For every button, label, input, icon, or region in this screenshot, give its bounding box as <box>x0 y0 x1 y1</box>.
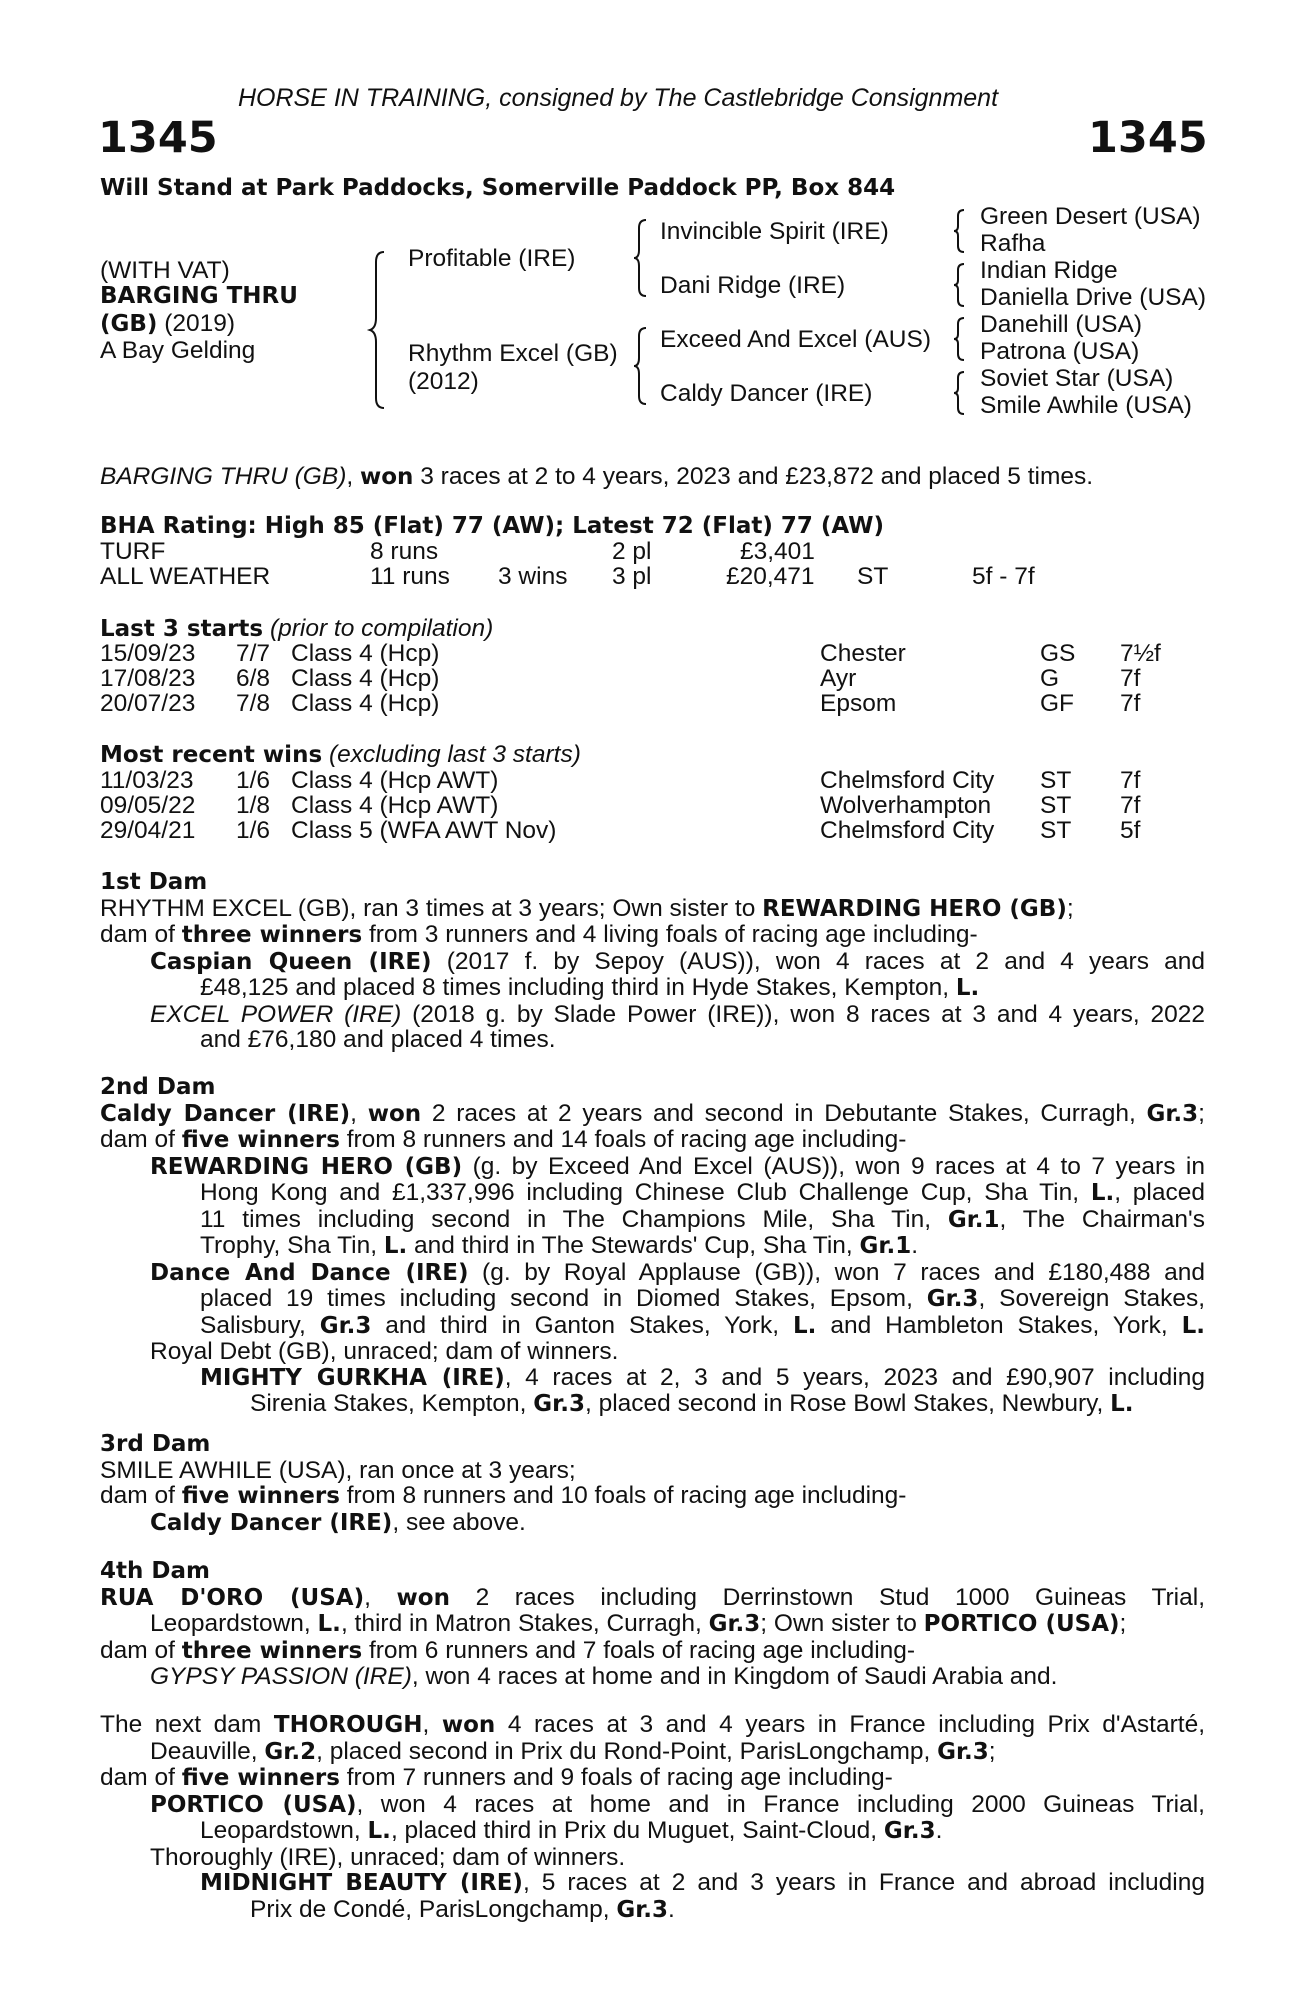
start-date: 20/07/23 <box>100 690 196 717</box>
stand-location: Will Stand at Park Paddocks, Somerville Paddock PP, Box 844 <box>100 175 896 201</box>
win-distance: 5f <box>1120 817 1141 844</box>
summary-horse-name: BARGING THRU (GB) <box>100 463 347 490</box>
pedigree-sire: Profitable (IRE) <box>408 245 576 272</box>
pedigree-dam-dam: Caldy Dancer (IRE) <box>660 380 873 407</box>
win-class: Class 4 (Hcp AWT) <box>291 792 499 819</box>
pedigree-brace-sire <box>634 218 650 298</box>
pedigree-brace-dam <box>634 326 650 406</box>
second-dam-section: 2nd Dam Caldy Dancer (IRE), won 2 races at 2 years and second in Debutante Stakes, Curragh, Gr.3; dam of five winners from 8 runners and 14 foals of racing age including- REWARDING HERO (GB) (g. by Exceed And Excel (AUS)), won 9 races at 4 to 7 years in Hong Kong and £1,337,996 including Chinese Club Challenge Cup, Sha Tin, L., placed 11 times including second in The Champions Mile, Sha Tin, Gr.1, The Chairman's Trophy, Sha Tin, L. and third in The Stewards' Cup, Sha Tin, Gr.1. Dance And Dance (IRE) (g. by Royal Applause (GB)), won 7 races and £180,488 and placed 19 times including second in Diomed Stakes, Epsom, Gr.3, Sovereign Stakes, Salisbury, Gr.3 and third in Ganton Stakes, York, L. and Hambleton Stakes, York, L. Royal Debt (GB), unraced; dam of winners. MIGHTY GURKHA (IRE), 4 races at 2, 3 and 5 years, 2023 and £90,907 including Sirenia Stakes, Kempton, Gr.3, placed second in Rose Bowl Stakes, Newbury, L. <box>100 1074 1206 1417</box>
start-distance: 7f <box>1120 690 1141 717</box>
pedigree-sire-sire: Invincible Spirit (IRE) <box>660 218 889 245</box>
last3-heading-line <box>100 616 493 643</box>
start-going: G <box>1040 665 1060 692</box>
pedigree-dsd: Patrona (USA) <box>980 338 1140 365</box>
rating-distance: 5f - 7f <box>972 563 1035 590</box>
win-distance: 7f <box>1120 767 1141 794</box>
consignment-line: HORSE IN TRAINING, consigned by The Castlebridge Consignment <box>238 84 999 112</box>
horse-country-year <box>100 311 235 338</box>
rating-surface: ALL WEATHER <box>100 563 271 590</box>
last3-heading: Last 3 starts <box>100 616 264 642</box>
win-going: ST <box>1040 792 1072 819</box>
win-course: Chelmsford City <box>820 767 995 794</box>
second-dam-heading: 2nd Dam <box>100 1074 216 1100</box>
first-dam-heading: 1st Dam <box>100 869 208 895</box>
recent-heading-line <box>100 742 581 769</box>
pedigree-brace-sd <box>954 262 968 308</box>
pedigree-dds: Soviet Star (USA) <box>980 365 1174 392</box>
win-course: Chelmsford City <box>820 817 995 844</box>
win-position: 1/8 <box>236 792 271 819</box>
rating-placed: 2 pl <box>612 538 652 565</box>
win-going: ST <box>1040 817 1072 844</box>
lot-number-right: 1345 <box>1088 113 1208 163</box>
rating-runs: 11 runs <box>370 563 450 590</box>
win-date: 11/03/23 <box>100 767 194 794</box>
start-class: Class 4 (Hcp) <box>291 665 440 692</box>
win-distance: 7f <box>1120 792 1141 819</box>
win-date: 29/04/21 <box>100 817 196 844</box>
horse-name: BARGING THRU <box>100 283 298 309</box>
pedigree-sss: Green Desert (USA) <box>980 203 1201 230</box>
start-date: 17/08/23 <box>100 665 196 692</box>
pedigree-dss: Danehill (USA) <box>980 311 1143 338</box>
win-position: 1/6 <box>236 767 271 794</box>
start-distance: 7f <box>1120 665 1141 692</box>
fourth-dam-section: 4th Dam RUA D'ORO (USA), won 2 races including Derrinstown Stud 1000 Guineas Trial, Leopardstown, L., third in Matron Stakes, Curragh, Gr.3; Own sister to PORTICO (USA); dam of three winners from 6 runners and 7 foals of racing age including- GYPSY PASSION (IRE), won 4 races at home and in Kingdom of Saudi Arabia and. <box>100 1558 1205 1690</box>
pedigree-sire-dam: Dani Ridge (IRE) <box>660 272 846 299</box>
offspring-line: Caspian Queen (IRE) (2017 f. by Sepoy (AUS)), won 4 races at 2 and 4 years and <box>150 947 1205 975</box>
rating-going: ST <box>857 563 889 590</box>
pedigree-ssd: Rafha <box>980 230 1046 257</box>
win-position: 1/6 <box>236 817 271 844</box>
rating-prize: £3,401 <box>740 538 815 565</box>
first-dam-section: 1st Dam RHYTHM EXCEL (GB), ran 3 times at 3 years; Own sister to REWARDING HERO (GB); dam of three winners from 3 runners and 4 living foals of racing age including- Caspian Queen (IRE) (2017 f. by Sepoy (AUS)), won 4 races at 2 and 4 years and £48,125 and placed 8 times including third in Hyde Stakes, Kempton, L. EXCEL POWER (IRE) (2018 g. by Slade Power (IRE)), won 8 races at 3 and 4 years, 2022 and £76,180 and placed 4 times. <box>100 869 1205 1053</box>
start-class: Class 4 (Hcp) <box>291 640 440 667</box>
horse-year: (2019) <box>164 310 236 337</box>
start-position: 7/7 <box>236 640 271 667</box>
recent-heading: Most recent wins <box>100 742 323 768</box>
pedigree-brace-dd <box>954 370 968 416</box>
start-course: Epsom <box>820 690 897 717</box>
summary-rest: 3 races at 2 to 4 years, 2023 and £23,872 and placed 5 times. <box>413 463 1094 490</box>
start-position: 6/8 <box>236 665 271 692</box>
pedigree-sds: Indian Ridge <box>980 257 1118 284</box>
third-dam-section: 3rd Dam SMILE AWHILE (USA), ran once at 3 years; dam of five winners from 8 runners and 10 foals of racing age including- Caldy Dancer (IRE), see above. <box>100 1432 1205 1536</box>
pedigree-dam: Rhythm Excel (GB) <box>408 340 618 367</box>
pedigree-ddd: Smile Awhile (USA) <box>980 392 1192 419</box>
rating-runs: 8 runs <box>370 538 439 565</box>
start-position: 7/8 <box>236 690 271 717</box>
horse-country: (GB) <box>100 311 158 337</box>
pedigree-brace-ss <box>954 208 968 254</box>
fourth-dam-heading: 4th Dam <box>100 1558 210 1584</box>
win-date: 09/05/22 <box>100 792 196 819</box>
horse-description: A Bay Gelding <box>100 337 256 364</box>
race-summary: BARGING THRU (GB), won 3 races at 2 to 4 years, 2023 and £23,872 and placed 5 times. <box>100 463 1094 490</box>
win-class: Class 4 (Hcp AWT) <box>291 767 499 794</box>
rating-placed: 3 pl <box>612 563 652 590</box>
next-dam-section: The next dam THOROUGH, won 4 races at 3 and 4 years in France including Prix d'Astarté, Deauville, Gr.2, placed second in Prix du Rond-Point, ParisLongchamp, Gr.3; dam of five winners from 7 runners and 9 foals of racing age including- PORTICO (USA), won 4 races at home and in France including 2000 Guineas Trial, Leopardstown, L., placed third in Prix du Muguet, Saint-Cloud, Gr.3. Thoroughly (IRE), unraced; dam of winners. MIDNIGHT BEAUTY (IRE), 5 races at 2 and 3 years in France and abroad including Prix de Condé, ParisLongchamp, Gr.3. <box>100 1711 1205 1923</box>
last3-note: (prior to compilation) <box>269 615 494 642</box>
pedigree-brace-main <box>370 250 390 410</box>
bha-rating: BHA Rating: High 85 (Flat) 77 (AW); Latest 72 (Flat) 77 (AW) <box>100 513 885 539</box>
pedigree-dam-year: (2012) <box>408 368 479 395</box>
start-going: GS <box>1040 640 1076 667</box>
start-course: Ayr <box>820 665 857 692</box>
pedigree-brace-ds <box>954 316 968 362</box>
recent-note: (excluding last 3 starts) <box>328 741 581 768</box>
start-class: Class 4 (Hcp) <box>291 690 440 717</box>
third-dam-heading: 3rd Dam <box>100 1431 211 1457</box>
rating-wins: 3 wins <box>498 563 568 590</box>
pedigree-sdd: Daniella Drive (USA) <box>980 284 1207 311</box>
start-going: GF <box>1040 690 1075 717</box>
rating-prize: £20,471 <box>726 563 815 590</box>
offspring-line: EXCEL POWER (IRE) (2018 g. by Slade Power (IRE)), won 8 races at 3 and 4 years, 2022 <box>150 1000 1205 1028</box>
rating-surface: TURF <box>100 538 166 565</box>
summary-won: won <box>360 464 414 490</box>
win-course: Wolverhampton <box>820 792 992 819</box>
start-course: Chester <box>820 640 906 667</box>
win-class: Class 5 (WFA AWT Nov) <box>291 817 557 844</box>
win-going: ST <box>1040 767 1072 794</box>
start-distance: 7½f <box>1120 640 1161 667</box>
vat-note: (WITH VAT) <box>100 257 230 284</box>
start-date: 15/09/23 <box>100 640 196 667</box>
pedigree-dam-sire: Exceed And Excel (AUS) <box>660 326 931 353</box>
lot-number-left: 1345 <box>98 113 218 163</box>
